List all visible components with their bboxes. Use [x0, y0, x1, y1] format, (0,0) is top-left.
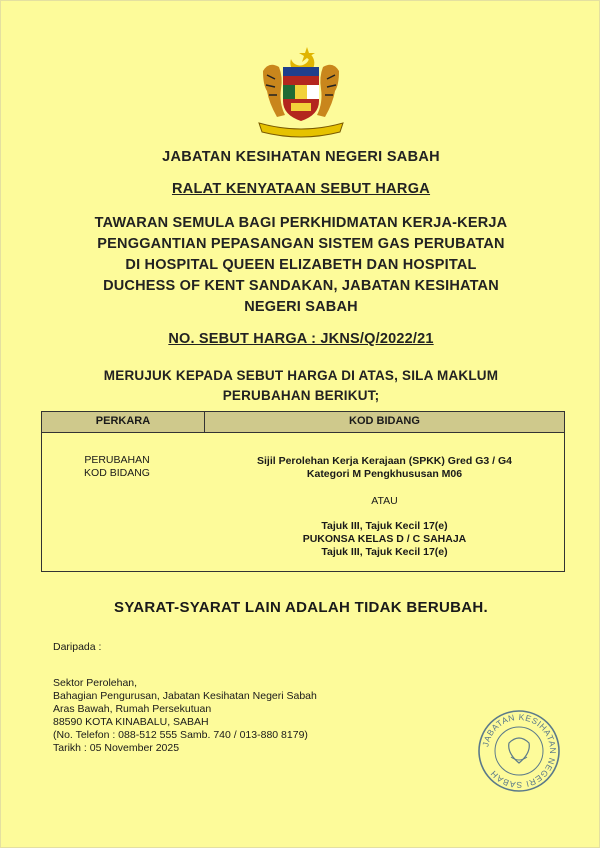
reference-statement — [1, 366, 600, 406]
code-line: Sijil Perolehan Kerja Kerajaan (SPKK) Gred G3 / G4 — [256, 455, 512, 467]
subject-line: DI HOSPITAL QUEEN ELIZABETH DAN HOSPITAL — [125, 257, 477, 273]
subject-line: TAWARAN SEMULA BAGI PERKHIDMATAN KERJA-KERJA — [94, 215, 508, 231]
address-line: Tarikh : 05 November 2025 — [53, 742, 180, 754]
item-cell — [42, 454, 192, 480]
code-line: Tajuk III, Tajuk Kecil 17(e) — [321, 520, 448, 532]
subject-line: PENGGANTIAN PEPASANGAN SISTEM GAS PERUBATAN — [97, 236, 505, 252]
address-line: Bahagian Pengurusan, Jabatan Kesihatan Negeri Sabah — [53, 690, 317, 702]
column-header-perkara: PERKARA — [95, 415, 151, 427]
quotation-number: NO. SEBUT HARGA : JKNS/Q/2022/21 — [168, 331, 434, 347]
code-separator: ATAU — [371, 495, 398, 507]
table-header-row — [42, 412, 564, 433]
subject-line: NEGERI SABAH — [244, 299, 358, 315]
code-line: Kategori M Pengkhususan M06 — [306, 468, 463, 480]
address-line: Aras Bawah, Rumah Persekutuan — [53, 703, 212, 715]
code-block-pukonsa — [205, 520, 564, 559]
unchanged-terms-note: SYARAT-SYARAT LAIN ADALAH TIDAK BERUBAH. — [114, 599, 488, 616]
address-line: (No. Telefon : 088-512 555 Samb. 740 / 013-880 8179) — [53, 729, 308, 741]
malaysia-coat-of-arms-icon — [251, 41, 351, 141]
subject-line: DUCHESS OF KENT SANDAKAN, JABATAN KESIHATAN — [103, 278, 499, 294]
notice-title: RALAT KENYATAAN SEBUT HARGA — [171, 181, 431, 197]
code-line: PUKONSA KELAS D / C SAHAJA — [302, 533, 467, 545]
item-line: PERUBAHAN — [84, 454, 150, 466]
reference-line: PERUBAHAN BERIKUT; — [222, 388, 380, 403]
code-line: Tajuk III, Tajuk Kecil 17(e) — [321, 546, 448, 558]
address-line: Sektor Perolehan, — [53, 677, 138, 689]
reference-line: MERUJUK KEPADA SEBUT HARGA DI ATAS, SILA MAKLUM — [103, 368, 499, 383]
tender-subject — [1, 213, 600, 318]
address-line: 88590 KOTA KINABALU, SABAH — [53, 716, 209, 728]
department-seal-icon — [477, 709, 561, 793]
sender-address — [53, 677, 317, 755]
code-block-spkk — [205, 455, 564, 481]
column-header-kod-bidang: KOD BIDANG — [349, 415, 420, 427]
changes-table — [41, 411, 565, 572]
svg-text:JABATAN KESIHATAN NEGERI SABAH: JABATAN KESIHATAN NEGERI SABAH — [480, 711, 559, 791]
department-name: JABATAN KESIHATAN NEGERI SABAH — [162, 149, 440, 165]
sender-label: Daripada : — [53, 641, 102, 653]
item-line: KOD BIDANG — [84, 467, 150, 479]
